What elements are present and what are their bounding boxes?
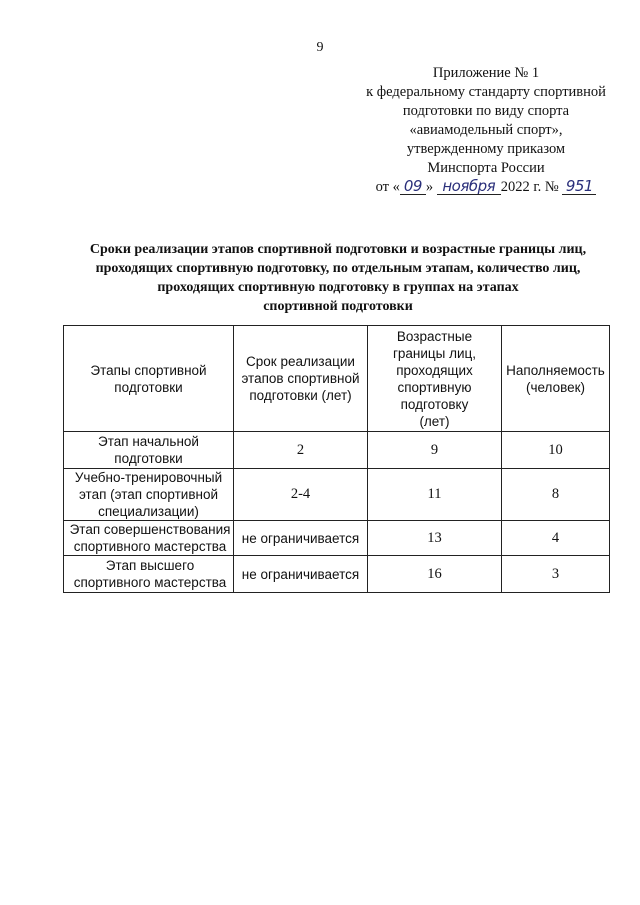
table-row — [64, 432, 610, 469]
date-year: 2022 г. № — [500, 179, 559, 195]
cell-occupancy: 10 — [502, 432, 610, 469]
cell-age: 13 — [368, 521, 502, 556]
document-title — [60, 240, 616, 316]
page-number: 9 — [316, 40, 324, 55]
appendix-block — [352, 64, 620, 197]
header-stage: Этапы спортивной подготовки — [64, 326, 234, 432]
date-day: 09 — [400, 178, 426, 195]
title-line: Сроки реализации этапов спортивной подготовки и возрастные границы лиц, — [89, 242, 587, 257]
appendix-title: Приложение № 1 — [432, 65, 540, 81]
appendix-line: утвержденному приказом — [406, 141, 566, 157]
appendix-line: «авиамодельный спорт», — [409, 122, 563, 138]
order-number: 951 — [562, 178, 596, 195]
cell-stage: Этап высшего спортивного мастерства — [64, 556, 234, 593]
cell-stage: Этап начальной подготовки — [64, 432, 234, 469]
appendix-line: Минспорта России — [427, 160, 545, 176]
date-month: ноября — [437, 178, 501, 195]
cell-occupancy: 3 — [502, 556, 610, 593]
appendix-line: к федеральному стандарту спортивной — [366, 84, 606, 100]
title-line: проходящих спортивную подготовку в группах на этапах — [157, 280, 519, 295]
order-date-line — [352, 178, 620, 197]
date-prefix: от « — [375, 179, 400, 195]
table-header-row — [64, 326, 610, 432]
date-mid: » — [425, 179, 434, 195]
cell-stage: Учебно-тренировочный этап (этап спортивной специализации) — [64, 469, 234, 521]
title-line: проходящих спортивную подготовку, по отдельным этапам, количество лиц, — [95, 261, 581, 276]
cell-age: 11 — [368, 469, 502, 521]
cell-stage: Этап совершенствования спортивного мастерства — [64, 521, 234, 556]
cell-age: 9 — [368, 432, 502, 469]
appendix-line: подготовки по виду спорта — [402, 103, 570, 119]
cell-duration: 2 — [234, 432, 368, 469]
title-line: спортивной подготовки — [263, 299, 413, 314]
cell-occupancy: 4 — [502, 521, 610, 556]
cell-age: 16 — [368, 556, 502, 593]
cell-occupancy: 8 — [502, 469, 610, 521]
header-age: Возрастные границы лиц, проходящих спортивную подготовку (лет) — [368, 326, 502, 432]
table-row — [64, 556, 610, 593]
header-occupancy: Наполняемость (человек) — [502, 326, 610, 432]
header-duration: Срок реализации этапов спортивной подготовки (лет) — [234, 326, 368, 432]
cell-duration: 2-4 — [234, 469, 368, 521]
cell-duration: не ограничивается — [234, 556, 368, 593]
table-row — [64, 469, 610, 521]
table-row — [64, 521, 610, 556]
cell-duration: не ограничивается — [234, 521, 368, 556]
stages-table — [63, 325, 610, 593]
